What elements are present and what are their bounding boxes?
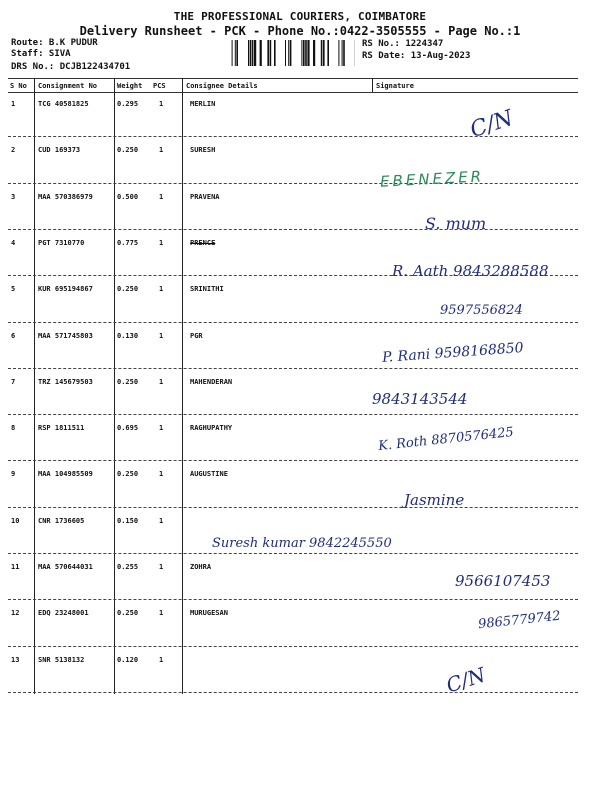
row-consignment-no: MAA 104985509 [38,470,93,479]
row-consignee: PRAVENA [190,192,220,201]
row-consignment-no: TRZ 145679503 [38,377,93,386]
col-header-consignment: Consignment No [38,82,98,90]
col-divider [114,78,115,694]
row-weight: 0.695 [117,424,139,433]
row-weight: 0.130 [117,331,139,340]
row-consignee: MURUGESAN [190,609,228,618]
signature-row-2: EBENEZER [379,167,485,191]
row-pcs: 1 [159,377,164,386]
row-weight: 0.150 [117,516,139,525]
runsheet-subtitle: Delivery Runsheet - PCK - Phone No.:0422-3505555 - Page No.:1 [79,24,521,38]
row-consignment-no: CUD 169373 [38,146,81,155]
col-divider [34,78,35,694]
row-consignee: ZOHRA [190,563,212,571]
col-header-pcs: PCS [153,82,166,90]
row-sno: 13 [11,655,20,664]
row-consignment-no: TCG 40581825 [38,100,89,108]
row-pcs: 1 [159,192,164,201]
signature-row-13: C/N [443,662,489,698]
row-separator [8,460,578,461]
rs-date: RS Date: 13-Aug-2023 [362,51,471,61]
row-sno: 2 [11,146,16,155]
signature-row-10: Suresh kumar 9842245550 [212,536,392,551]
row-sno: 12 [11,609,20,618]
row-consignment-no: CNR 1736605 [38,516,85,525]
row-weight: 0.250 [117,470,139,479]
row-sno: 4 [11,238,16,247]
row-pcs: 1 [159,655,164,664]
row-consignment-no: PGT 7310770 [38,238,85,247]
row-separator [8,229,578,230]
row-separator [8,553,578,554]
company-title: THE PROFESSIONAL COURIERS, COIMBATORE [173,10,427,23]
route-label: Route: B.K PUDUR [11,38,98,48]
row-weight: 0.120 [117,655,139,664]
signature-row-3: S. mum [425,214,487,233]
row-separator [8,322,578,323]
signature-row-12: 9865779742 [477,608,562,633]
col-header-weight: Weight [117,82,143,90]
barcode-image [230,40,355,66]
row-consignee: RAGHUPATHY [190,424,233,433]
row-sno: 10 [11,516,20,525]
row-sno: 8 [11,424,16,433]
rs-number: RS No.: 1224347 [362,39,444,49]
row-sno: 7 [11,377,16,386]
row-pcs: 1 [159,146,164,155]
row-sno: 6 [11,331,16,340]
row-separator [8,183,578,184]
row-consignee: MAHENDERAN [190,377,233,386]
signature-row-11: 9566107453 [455,572,551,590]
signature-row-6: P. Rani 9598168850 [381,340,525,366]
row-pcs: 1 [159,424,164,433]
row-weight: 0.250 [117,609,139,618]
row-sno: 3 [11,192,16,201]
row-separator [8,599,578,600]
row-pcs: 1 [159,238,164,247]
col-header-consignee: Consignee Details [186,82,258,90]
row-pcs: 1 [159,100,164,108]
signature-row-9: Jasmine [404,491,465,509]
col-header-sno: S No [10,82,27,90]
row-consignment-no: MAA 571745803 [38,331,93,340]
signature-row-1: C/N [467,105,517,144]
row-consignee: MERLIN [190,100,216,108]
row-consignment-no: SNR 5138132 [38,655,85,664]
row-sno: 11 [11,563,20,571]
row-separator [8,414,578,415]
row-separator [8,368,578,369]
row-separator [8,646,578,647]
row-consignee: PRENCE [190,238,216,247]
row-weight: 0.500 [117,192,139,201]
row-weight: 0.255 [117,563,139,571]
row-pcs: 1 [159,331,164,340]
row-pcs: 1 [159,470,164,479]
row-pcs: 1 [159,516,164,525]
col-divider [182,78,183,694]
row-separator [8,692,578,693]
row-consignee: PGR [190,331,203,340]
signature-row-8: K. Roth 8870576425 [377,424,515,455]
row-consignee: AUGUSTINE [190,470,228,479]
table-top-border [8,78,578,79]
row-consignment-no: MAA 570644031 [38,563,93,571]
col-divider [372,78,373,92]
signature-row-5: 9597556824 [440,303,523,318]
row-pcs: 1 [159,563,164,571]
drs-number: DRS No.: DCJB122434701 [11,62,131,72]
signature-row-7: 9843143544 [372,390,468,408]
row-weight: 0.250 [117,285,139,294]
row-consignment-no: RSP 1811511 [38,424,85,433]
row-consignment-no: MAA 570386979 [38,192,93,201]
row-sno: 1 [11,100,16,108]
row-consignee: SRINITHI [190,285,224,294]
row-pcs: 1 [159,609,164,618]
row-weight: 0.250 [117,146,139,155]
row-consignment-no: EDQ 23248001 [38,609,89,618]
row-consignee: SURESH [190,146,216,155]
signature-row-4: R. Aath 9843288588 [392,262,549,280]
row-weight: 0.295 [117,100,139,108]
row-sno: 9 [11,470,16,479]
row-pcs: 1 [159,285,164,294]
row-separator [8,507,578,508]
row-weight: 0.775 [117,238,139,247]
row-weight: 0.250 [117,377,139,386]
col-header-signature: Signature [376,82,414,90]
staff-label: Staff: SIVA [11,49,71,59]
row-consignment-no: KUR 695194867 [38,285,93,294]
row-sno: 5 [11,285,16,294]
